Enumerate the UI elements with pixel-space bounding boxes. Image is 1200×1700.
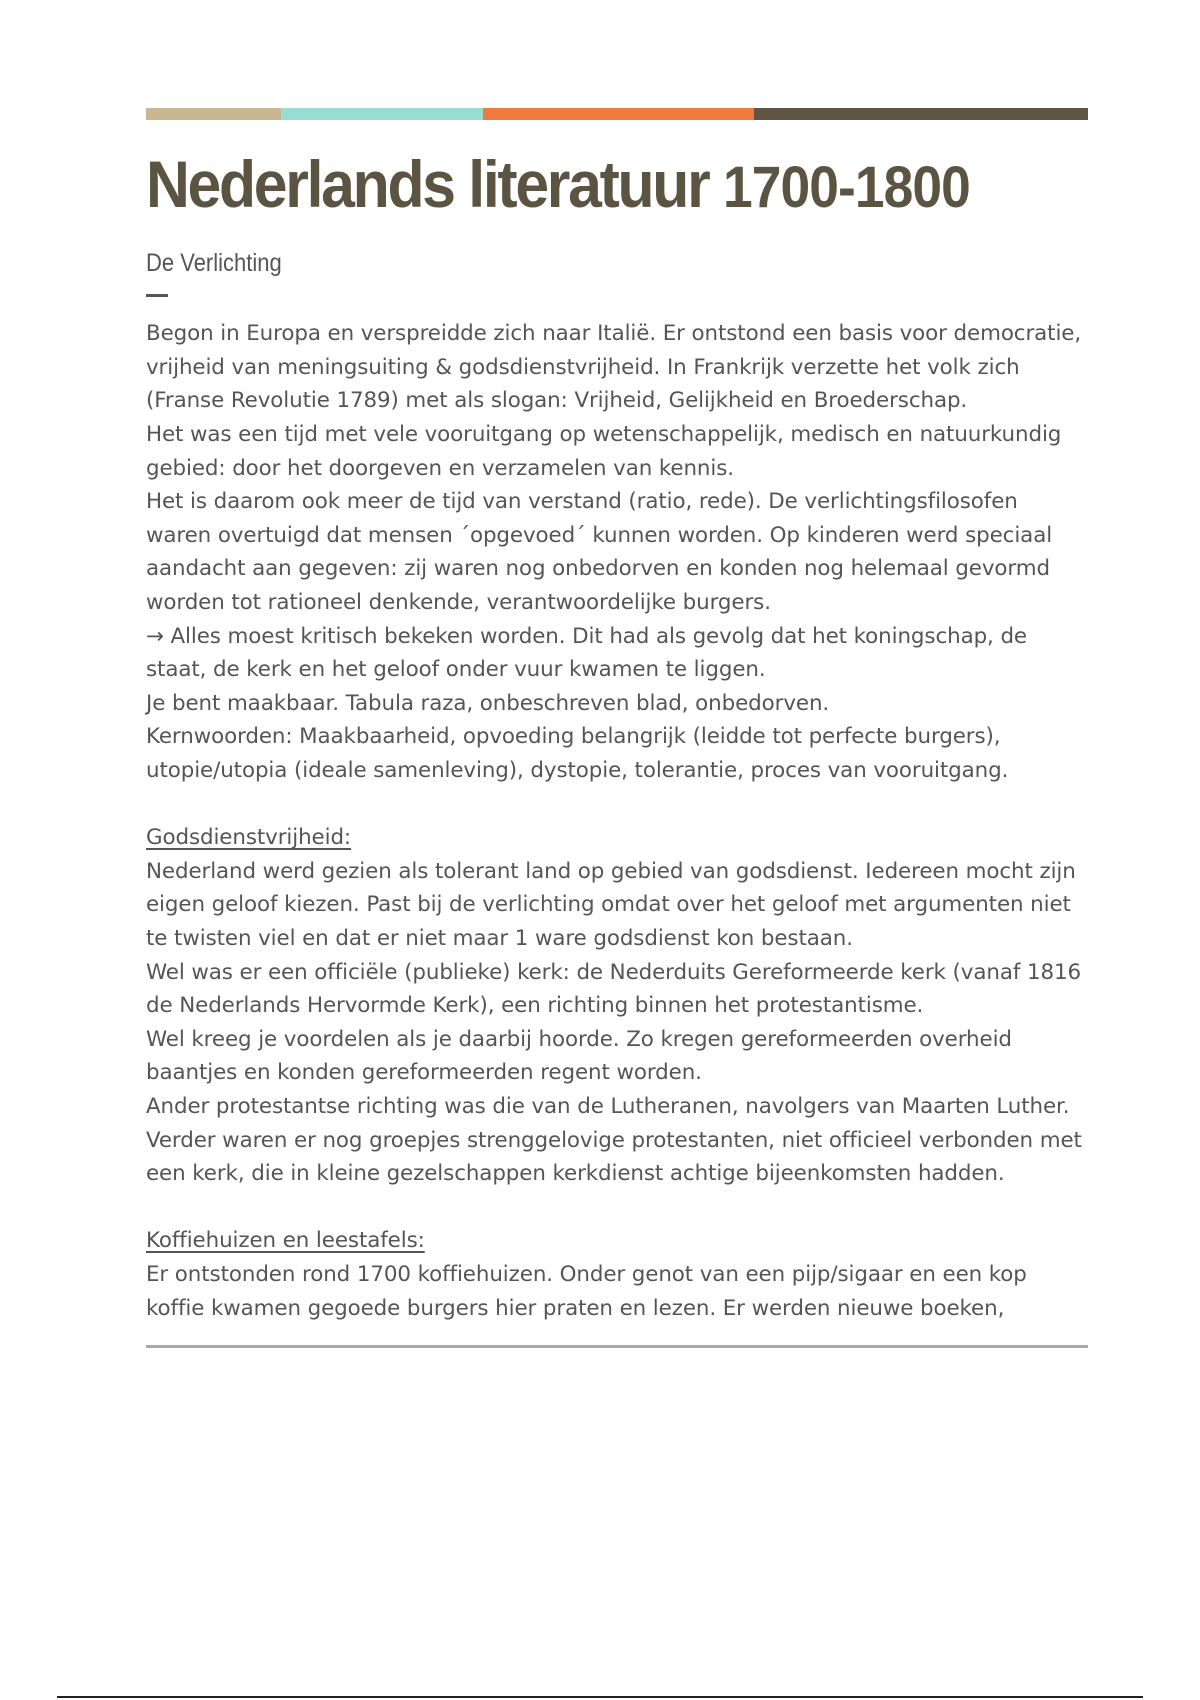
paragraph: Ander protestantse richting was die van de Lutheranen, navolgers van Maarten Luther. Verder waren er nog groepjes strenggelovige protestanten, niet officieel verbonden met een kerk, die in kleine gezelschappen kerkdienst achtige bijeenkomsten hadden. [146, 1093, 1082, 1187]
paragraph: Nederland werd gezien als tolerant land op gebied van godsdienst. Iedereen mocht zijn eigen geloof kiezen. Past bij de verlichting omdat over het geloof met argumenten niet te twisten viel en dat er niet maar 1 ware godsdienst kon bestaan. [146, 858, 1076, 951]
page-edge-line [57, 1696, 1143, 1698]
subtitle-divider [146, 294, 168, 297]
blank-line [146, 1191, 1088, 1225]
document-body [146, 317, 1088, 1325]
color-bar-segment [281, 108, 483, 120]
page-bottom-rule [146, 1345, 1088, 1348]
color-bar-segment [754, 108, 1088, 120]
paragraph: Het was een tijd met vele vooruitgang op wetenschappelijk, medisch en natuurkundig gebied: door het doorgeven en verzamelen van kennis. [146, 422, 1062, 481]
title-years: 1700-1800 [723, 155, 970, 220]
paragraph: Begon in Europa en verspreidde zich naar Italië. Er ontstond een basis voor democratie, vrijheid van meningsuiting & godsdienstvrijheid. In Frankrijk verzette het volk zich (Franse Revolutie 1789) met als slogan: Vrijheid, Gelijkheid en Broederschap. [146, 321, 1082, 414]
section-heading: Godsdienstvrijheid: [146, 825, 352, 851]
paragraph: Je bent maakbaar. Tabula raza, onbeschreven blad, onbedorven. [146, 690, 830, 716]
header-color-bar [146, 108, 1088, 120]
page-title [146, 147, 1013, 221]
paragraph: Het is daarom ook meer de tijd van verstand (ratio, rede). De verlichtingsfilosofen waren overtuigd dat mensen ´opgevoed´ kunnen worden. Op kinderen werd speciaal aandacht aan gegeven: zij waren nog onbedorven en konden nog helemaal gevormd worden tot rationeel denkende, verantwoordelijke burgers. [146, 489, 1053, 616]
paragraph: → Alles moest kritisch bekeken worden. Dit had als gevolg dat het koningschap, de staat, de kerk en het geloof onder vuur kwamen te liggen. [146, 623, 1027, 683]
document-page [146, 108, 1088, 1348]
paragraph: Kernwoorden: Maakbaarheid, opvoeding belangrijk (leidde tot perfecte burgers), utopie/utopia (ideale samenleving), dystopie, tolerantie, proces van vooruitgang. [146, 724, 1009, 784]
color-bar-segment [483, 108, 754, 120]
paragraph: Wel was er een officiële (publieke) kerk: de Nederduits Gereformeerde kerk (vanaf 1816 de Nederlands Hervormde Kerk), een richting binnen het protestantisme. [146, 959, 1081, 1019]
paragraph: Er ontstonden rond 1700 koffiehuizen. Onder genot van een pijp/sigaar en een kop koffie kwamen gegoede burgers hier praten en lezen. Er werden nieuwe boeken, [146, 1261, 1027, 1321]
title-main: Nederlands literatuur [146, 147, 709, 221]
paragraph: Wel kreeg je voordelen als je daarbij hoorde. Zo kregen gereformeerden overheid baantjes en konden gereformeerden regent worden. [146, 1026, 1012, 1086]
blank-line [146, 788, 1088, 822]
section-heading: Koffiehuizen en leestafels: [146, 1228, 425, 1254]
color-bar-segment [146, 108, 281, 120]
page-subtitle: De Verlichting [146, 249, 282, 278]
